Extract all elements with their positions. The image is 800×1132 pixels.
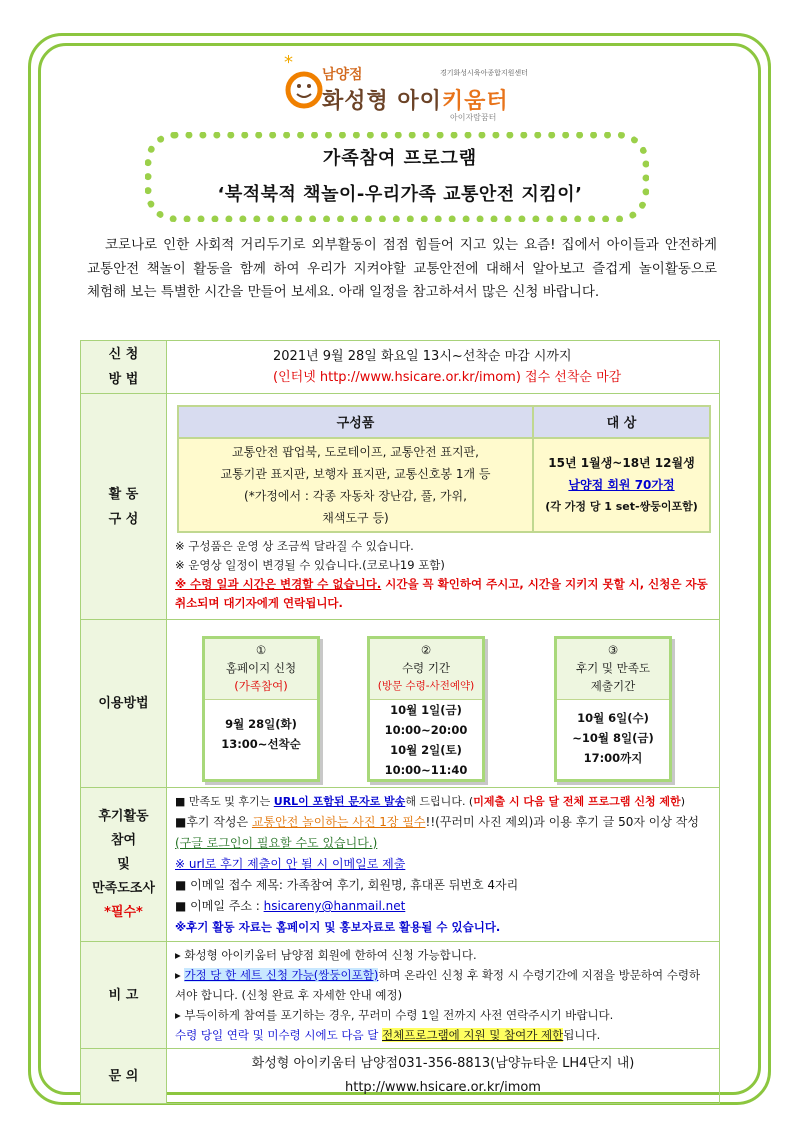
target-cell: 15년 1월생~18년 12월생 남양점 회원 70가정 (각 가정 당 1 set-쌍둥이포함) <box>533 438 710 532</box>
svg-text:*: * <box>284 52 293 73</box>
step-2-box: ② 수령 기간 (방문 수령-사전예약) 10월 1일(금) 10:00~20:00 10월 2일(토) 10:00~11:40 <box>367 636 485 782</box>
apply-label: 신 청 방 법 <box>81 341 167 394</box>
intro-text: 코로나로 인한 사회적 거리두기로 외부활동이 점점 힘들어 지고 있는 요즘! 집에서 아이들과 안전하게 교통안전 책놀이 활동을 함께 하여 우리가 지켜야할 교통안전에 대해서 알아보고 즐겁게 놀이활동으로 체험해 보는 특별한 시간을 만들어 보세요. 아래 일정을 참고하셔서 많은 신청 바랍니다. <box>87 237 717 300</box>
review-line-5: ■ 이메일 주소 : hsicareny@hanmail.net <box>175 899 406 913</box>
items-header: 구성품 <box>178 406 533 438</box>
program-subtitle: ‘북적북적 책놀이-우리가족 교통안전 지킴이’ <box>217 184 583 205</box>
review-line-2: ■후기 작성은 교통안전 놀이하는 사진 1장 필수!!(꾸러미 사진 제외)과 이용 후기 글 50자 이상 작성(구글 로그인이 필요할 수도 있습니다.) <box>175 815 699 850</box>
items-cell: 교통안전 팝업북, 도로테이프, 교통안전 표지판, 교통기관 표지판, 보행자 표지판, 교통신호봉 1개 등 (*가정에서 : 각종 자동차 장난감, 풀, 가위, 채색도구 등) <box>178 438 533 532</box>
logo-tagline: 아이자람꿈터 <box>450 113 497 122</box>
remark-label: 비 고 <box>81 942 167 1049</box>
logo-name: 화성형 아이키움터 <box>322 89 509 114</box>
review-line-6: ※후기 활동 자료는 홈페이지 및 홍보자료로 활용될 수 있습니다. <box>175 920 501 934</box>
review-line-1: ■ 만족도 및 후기는 URL이 포함된 문자로 발송해 드립니다. (미제출 시 다음 달 전체 프로그램 신청 제한) <box>175 795 685 808</box>
contact-url[interactable]: http://www.hsicare.or.kr/imom <box>345 1080 541 1095</box>
note-warning: ※ 수령 일과 시간은 변경할 수 없습니다. 시간을 꼭 확인하여 주시고, 시간을 지키지 못할 시, 신청은 자동 취소되며 대기자에게 연락됩니다. <box>175 576 708 610</box>
review-content <box>167 788 720 942</box>
remark-line-4: 수령 당일 연락 및 미수령 시에도 다음 달 전체프로그램에 지원 및 참여가 제한됩니다. <box>175 1028 601 1042</box>
info-table <box>80 340 720 1104</box>
review-line-4: ■ 이메일 접수 제목: 가족참여 후기, 회원명, 휴대폰 뒤번호 4자리 <box>175 878 519 892</box>
usage-label: 이용방법 <box>81 620 167 788</box>
note-items: ※ 구성품은 운영 상 조금씩 달라질 수 있습니다. <box>175 538 414 553</box>
remark-line-3: ▸ 부득이하게 참여를 포기하는 경우, 꾸러미 수령 1일 전까지 사전 연락주시기 바랍니다. <box>175 1008 614 1022</box>
step-1-box: ① 홈페이지 신청 (가족참여) 9월 28일(화) 13:00~선착순 <box>202 636 320 782</box>
review-line-3: ※ url로 후기 제출이 안 될 시 이메일로 제출 <box>175 857 406 871</box>
composition-table <box>177 405 711 533</box>
logo-org: 경기화성시육아종합지원센터 <box>440 69 528 77</box>
logo-branch: 남양점 <box>322 67 363 83</box>
activity-content <box>167 394 720 620</box>
remark-line-1: ▸ 화성형 아이키움터 남양점 회원에 한하여 신청 가능합니다. <box>175 948 477 962</box>
usage-content <box>167 620 720 788</box>
program-title: 가족참여 프로그램 <box>322 148 478 169</box>
remark-content <box>167 942 720 1049</box>
remark-line-2: ▸ 가정 당 한 세트 신청 가능(쌍둥이포함)하며 온라인 신청 후 확정 시 수령기간에 지점을 방문하여 수령하셔야 합니다. (신청 완료 후 자세한 안내 예정) <box>175 968 701 1002</box>
contact-phone: 화성형 아이키움터 남양점031-356-8813(남양뉴타운 LH4단지 내) <box>251 1056 635 1071</box>
review-label: 후기활동 참여 및 만족도조사 *필수* <box>81 788 167 942</box>
email-link[interactable]: hsicareny@hanmail.net <box>263 899 406 913</box>
note-schedule: ※ 운영상 일정이 변경될 수 있습니다.(코로나19 포함) <box>175 557 445 572</box>
apply-content <box>167 341 720 394</box>
apply-url: (인터넷 http://www.hsicare.or.kr/imom) 접수 선착순 마감 <box>273 370 622 385</box>
target-header: 대 상 <box>533 406 710 438</box>
contact-content <box>167 1049 720 1104</box>
step-3-box: ③ 후기 및 만족도 제출기간 10월 6일(수) ~10월 8일(금) 17:00까지 <box>554 636 672 782</box>
contact-label: 문 의 <box>81 1049 167 1104</box>
apply-period: 2021년 9월 28일 화요일 13시~선착순 마감 시까지 <box>273 349 572 364</box>
activity-label: 활 동 구 성 <box>81 394 167 620</box>
